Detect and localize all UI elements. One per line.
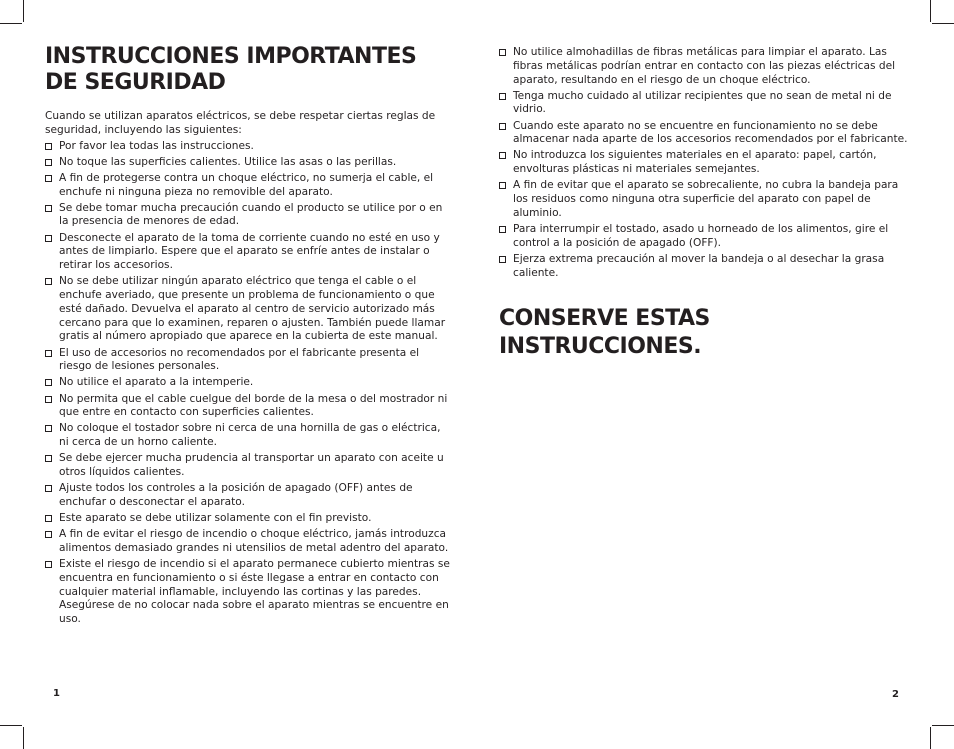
safety-title-line1: INSTRUCCIONES IMPORTANTES — [45, 44, 417, 69]
checkbox-icon — [499, 256, 506, 263]
keep-title-line2: INSTRUCCIONES. — [499, 333, 702, 359]
crop-mark — [0, 725, 22, 726]
list-item: Existe el riesgo de incendio si el aparato permanece cubierto mientras se encuentra en funcionamiento o si éste llegase a entrar en contacto con cualquier material inflamable, incluyendo las cortinas y las paredes. Asegúrese de no colocar nada sobre el aparato mientras se encuentre en uso. — [45, 558, 450, 627]
checkbox-icon — [45, 515, 52, 522]
list-item: Este aparato se debe utilizar solamente con el fin previsto. — [45, 512, 450, 526]
checkbox-icon — [45, 175, 52, 182]
list-item: Tenga mucho cuidado al utilizar recipientes que no sean de metal ni de vidrio. — [499, 90, 911, 118]
checkbox-icon — [45, 379, 52, 386]
crop-mark — [932, 725, 954, 726]
right-page — [499, 46, 911, 361]
keep-title-line1: CONSERVE ESTAS — [499, 305, 710, 331]
page-number-left: 1 — [53, 688, 60, 699]
crop-mark — [23, 0, 24, 22]
checkbox-icon — [45, 235, 52, 242]
list-item: Desconecte el aparato de la toma de corriente cuando no esté en uso y antes de limpiarlo. Espere que el aparato se enfríe antes de instalar o retirar los accesorios. — [45, 232, 450, 273]
list-item: No toque las superficies calientes. Utilice las asas o las perillas. — [45, 156, 450, 170]
keep-instructions-title — [499, 305, 911, 361]
crop-mark — [23, 727, 24, 749]
list-item: A fin de evitar el riesgo de incendio o choque eléctrico, jamás introduzca alimentos demasiado grandes ni utensilios de metal adentro del aparato. — [45, 528, 450, 556]
checkbox-icon — [45, 485, 52, 492]
checkbox-icon — [45, 531, 52, 538]
list-item: No permita que el cable cuelgue del borde de la mesa o del mostrador ni que entre en contacto con superficies calientes. — [45, 393, 450, 421]
list-item: No coloque el tostador sobre ni cerca de una hornilla de gas o eléctrica, ni cerca de un horno caliente. — [45, 422, 450, 450]
page-number-right: 2 — [892, 689, 899, 700]
checkbox-icon — [499, 182, 506, 189]
list-item: No utilice almohadillas de fibras metálicas para limpiar el aparato. Las fibras metálicas podrían entrar en contacto con las piezas eléctricas del aparato, resultando en el riesgo de un choque eléctrico. — [499, 46, 911, 87]
checkbox-icon — [499, 123, 506, 130]
safety-list-left — [45, 140, 450, 627]
checkbox-icon — [45, 561, 52, 568]
list-item: No se debe utilizar ningún aparato eléctrico que tenga el cable o el enchufe averiado, que presente un problema de funcionamiento o que esté dañado. Devuelva el aparato al centro de servicio autorizado más cercano para que lo examinen, reparen o ajusten. También puede llamar gratis al número apropiado que aparece en la cubierta de este manual. — [45, 275, 450, 344]
checkbox-icon — [45, 205, 52, 212]
checkbox-icon — [499, 93, 506, 100]
list-item: Ejerza extrema precaución al mover la bandeja o al desechar la grasa caliente. — [499, 253, 911, 281]
list-item: El uso de accesorios no recomendados por el fabricante presenta el riesgo de lesiones personales. — [45, 347, 450, 375]
checkbox-icon — [45, 396, 52, 403]
list-item: Cuando este aparato no se encuentre en funcionamiento no se debe almacenar nada aparte de los accesorios recomendados por el fabricante. — [499, 120, 911, 148]
list-item: A fin de evitar que el aparato se sobrecaliente, no cubra la bandeja para los residuos como ninguna otra superficie del aparato con papel de aluminio. — [499, 179, 911, 220]
safety-title — [45, 44, 450, 96]
intro-text: Cuando se utilizan aparatos eléctricos, se debe respetar ciertas reglas de seguridad, incluyendo las siguientes: — [45, 110, 436, 136]
left-page — [45, 44, 450, 629]
checkbox-icon — [499, 226, 506, 233]
checkbox-icon — [45, 455, 52, 462]
list-item: A fin de protegerse contra un choque eléctrico, no sumerja el cable, el enchufe ni ninguna pieza no removible del aparato. — [45, 172, 450, 200]
list-item: Se debe ejercer mucha prudencia al transportar un aparato con aceite u otros líquidos calientes. — [45, 452, 450, 480]
safety-title-line2: DE SEGURIDAD — [45, 70, 226, 95]
checkbox-icon — [45, 350, 52, 357]
list-item: No introduzca los siguientes materiales en el aparato: papel, cartón, envolturas plásticas ni materiales semejantes. — [499, 149, 911, 177]
list-item: Se debe tomar mucha precaución cuando el producto se utilice por o en la presencia de menores de edad. — [45, 202, 450, 230]
safety-list-right — [499, 46, 911, 281]
checkbox-icon — [499, 49, 506, 56]
list-item: Para interrumpir el tostado, asado u horneado de los alimentos, gire el control a la posición de apagado (OFF). — [499, 223, 911, 251]
crop-mark — [932, 23, 954, 24]
list-item: Por favor lea todas las instrucciones. — [45, 140, 450, 154]
list-item: Ajuste todos los controles a la posición de apagado (OFF) antes de enchufar o desconectar el aparato. — [45, 482, 450, 510]
checkbox-icon — [45, 278, 52, 285]
checkbox-icon — [499, 152, 506, 159]
checkbox-icon — [45, 425, 52, 432]
crop-mark — [930, 727, 931, 749]
crop-mark — [0, 23, 22, 24]
checkbox-icon — [45, 143, 52, 150]
crop-mark — [930, 0, 931, 22]
list-item: No utilice el aparato a la intemperie. — [45, 376, 450, 390]
checkbox-icon — [45, 159, 52, 166]
